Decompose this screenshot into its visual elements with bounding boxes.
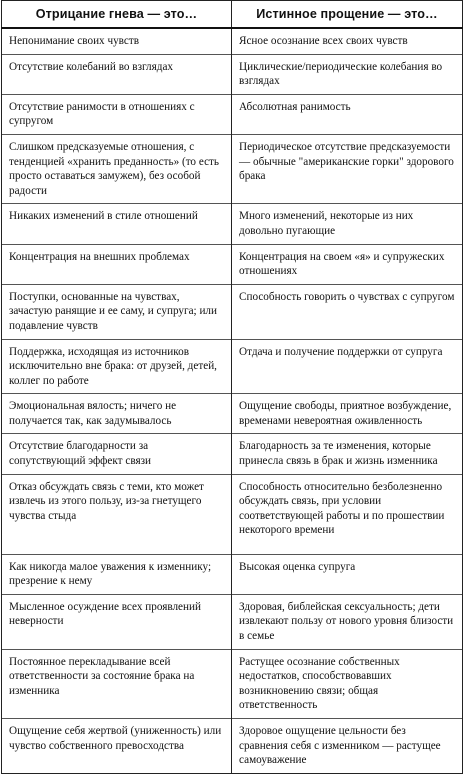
table-row [2,719,463,774]
cell-anger-denial: Мысленное осуждение всех проявлений неверности [2,594,232,649]
cell-true-forgiveness: Способность относительно безболезненно обсуждать связь, при условии соответствующей работы и по прошествии некоторого времени [232,474,463,554]
table-body [2,28,463,773]
cell-true-forgiveness: Абсолютная ранимость [232,94,463,134]
cell-true-forgiveness: Циклические/периодические колебания во взглядах [232,54,463,94]
column-header-true-forgiveness: Истинное прощение — это… [232,1,463,29]
cell-anger-denial: Никаких изменений в стиле отношений [2,204,232,244]
cell-anger-denial: Отказ обсуждать связь с теми, кто может извлечь из этого пользу, из-за гнетущего чувства стыда [2,474,232,554]
cell-anger-denial: Отсутствие ранимости в отношениях с супругом [2,94,232,134]
cell-anger-denial: Постоянное перекладывание всей ответственности за состояние брака на изменника [2,649,232,718]
cell-anger-denial: Отсутствие благодарности за сопутствующий эффект связи [2,434,232,474]
cell-anger-denial: Непонимание своих чувств [2,28,232,54]
table-row [2,594,463,649]
table-row [2,204,463,244]
cell-anger-denial: Эмоциональная вялость; ничего не получается так, как задумывалось [2,394,232,434]
cell-anger-denial: Слишком предсказуемые отношения, с тенденцией «хранить преданность» (то есть просто оставаться замужем), без особой радости [2,134,232,203]
cell-true-forgiveness: Высокая оценка супруга [232,554,463,594]
table-row [2,649,463,718]
table-row [2,394,463,434]
cell-anger-denial: Концентрация на внешних проблемах [2,244,232,284]
column-header-anger-denial: Отрицание гнева — это… [2,1,232,29]
cell-anger-denial: Ощущение себя жертвой (униженность) или чувство собственного превосходства [2,719,232,774]
cell-anger-denial: Как никогда малое уважения к изменнику; презрение к нему [2,554,232,594]
cell-true-forgiveness: Отдача и получение поддержки от супруга [232,339,463,394]
cell-true-forgiveness: Растущее осознание собственных недостатков, способствовавших возникновению связи; общая ответственность [232,649,463,718]
comparison-table [1,0,463,774]
table-row [2,434,463,474]
table-row [2,54,463,94]
table-row [2,244,463,284]
cell-true-forgiveness: Здоровая, библейская сексуальность; дети извлекают пользу от нового уровня близости в семье [232,594,463,649]
cell-anger-denial: Отсутствие колебаний во взглядах [2,54,232,94]
cell-true-forgiveness: Благодарность за те изменения, которые принесла связь в брак и жизнь изменника [232,434,463,474]
table-row [2,284,463,339]
table-row [2,339,463,394]
table-row [2,554,463,594]
cell-true-forgiveness: Концентрация на своем «я» и супружеских отношениях [232,244,463,284]
cell-true-forgiveness: Ощущение свободы, приятное возбуждение, временами невероятная оживленность [232,394,463,434]
cell-true-forgiveness: Периодическое отсутствие предсказуемости — обычные "американские горки" здорового брака [232,134,463,203]
cell-anger-denial: Поступки, основанные на чувствах, зачастую ранящие и ее саму, и супруга; или подавление чувств [2,284,232,339]
table-row [2,94,463,134]
cell-true-forgiveness: Здоровое ощущение цельности без сравнения себя с изменником — растущее самоуважение [232,719,463,774]
table-row [2,474,463,554]
cell-true-forgiveness: Много изменений, некоторые из них довольно пугающие [232,204,463,244]
header-row [2,1,463,29]
cell-true-forgiveness: Способность говорить о чувствах с супругом [232,284,463,339]
table-row [2,134,463,203]
cell-anger-denial: Поддержка, исходящая из источников исключительно вне брака: от друзей, детей, коллег по работе [2,339,232,394]
cell-true-forgiveness: Ясное осознание всех своих чувств [232,28,463,54]
table-row [2,28,463,54]
table-header [2,1,463,29]
